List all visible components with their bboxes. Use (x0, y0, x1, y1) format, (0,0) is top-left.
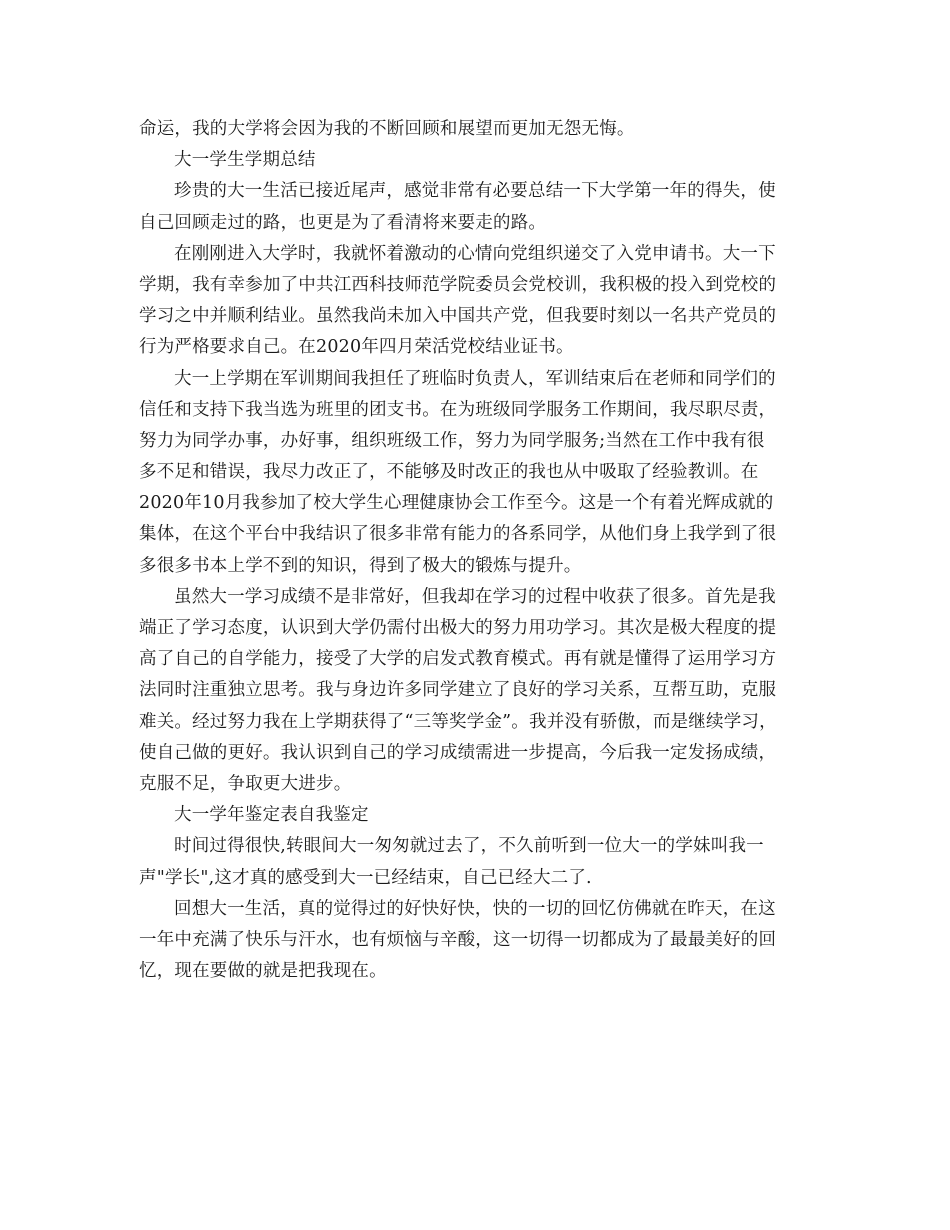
paragraph-start-line: 大一上学期在军训期间我担任了班临时负责人，军训结束后在老师和同学们的 (174, 368, 776, 389)
text-line: 行为严格要求自己。在2020年四月荣活党校结业证书。 (139, 337, 574, 358)
text-line: 法同时注重独立思考。我与身边许多同学建立了良好的学习关系，互帮互助，克服 (139, 680, 777, 701)
text-line: 多很多书本上学不到的知识，得到了极大的锻炼与提升。 (139, 555, 582, 576)
text-line: 学习之中并顺利结业。虽然我尚未加入中国共产党，但我要时刻以一名共产党员的 (139, 306, 777, 327)
paragraph-start-line: 大一学年鉴定表自我鉴定 (174, 805, 369, 826)
paragraph-start-line: 珍贵的大一生活已接近尾声，感觉非常有必要总结一下大学第一年的得失，使 (174, 181, 776, 202)
text-line: 信任和支持下我当选为班里的团支书。在为班级同学服务工作期间，我尽职尽责， (139, 399, 777, 420)
text-line: 集体，在这个平台中我结识了很多非常有能力的各系同学，从他们身上我学到了很 (139, 524, 777, 545)
text-line: 难关。经过努力我在上学期获得了“三等奖学金”。我并没有骄傲，而是继续学习， (139, 711, 777, 732)
paragraph-start-line: 虽然大一学习成绩不是非常好，但我却在学习的过程中收获了很多。首先是我 (174, 586, 776, 607)
text-line: 学期，我有幸参加了中共江西科技师范学院委员会党校训，我积极的投入到党校的 (139, 274, 777, 295)
text-line: 端正了学习态度，认识到大学仍需付出极大的努力用功学习。其次是极大程度的提 (139, 618, 777, 638)
text-line: 声"学长",这才真的感受到大一已经结束，自己已经大二了. (139, 867, 592, 888)
text-line: 自己回顾走过的路，也更是为了看清将来要走的路。 (139, 212, 547, 233)
text-line: 使自己做的更好。我认识到自己的学习成绩需进一步提高，今后我一定发扬成绩， (139, 742, 777, 763)
text-line: 克服不足，争取更大进步。 (139, 773, 352, 794)
paragraph-start-line: 在刚刚进入大学时，我就怀着激动的心情向党组织递交了入党申请书。大一下 (174, 243, 776, 264)
text-line: 努力为同学办事，办好事，组织班级工作，努力为同学服务;当然在工作中我有很 (139, 430, 765, 451)
text-line: 2020年10月我参加了校大学生心理健康协会工作至今。这是一个有着光辉成就的 (139, 493, 774, 514)
text-line: 一年中充满了快乐与汗水，也有烦恼与辛酸，这一切得一切都成为了最最美好的回 (139, 929, 777, 950)
text-line: 命运，我的大学将会因为我的不断回顾和展望而更加无怨无悔。 (139, 119, 635, 139)
document-body (139, 114, 813, 987)
paragraph-start-line: 时间过得很快,转眼间大一匆匆就过去了，不久前听到一位大一的学妹叫我一 (174, 836, 764, 857)
paragraph-start-line: 大一学生学期总结 (174, 150, 316, 171)
text-line: 多不足和错误，我尽力改正了，不能够及时改正的我也从中吸取了经验教训。在 (139, 462, 759, 483)
text-line: 忆，现在要做的就是把我现在。 (139, 961, 387, 982)
paragraph-start-line: 回想大一生活，真的觉得过的好快好快，快的一切的回忆仿佛就在昨天，在这 (174, 898, 776, 919)
text-line: 高了自己的自学能力，接受了大学的启发式教育模式。再有就是懂得了运用学习方 (139, 649, 777, 670)
